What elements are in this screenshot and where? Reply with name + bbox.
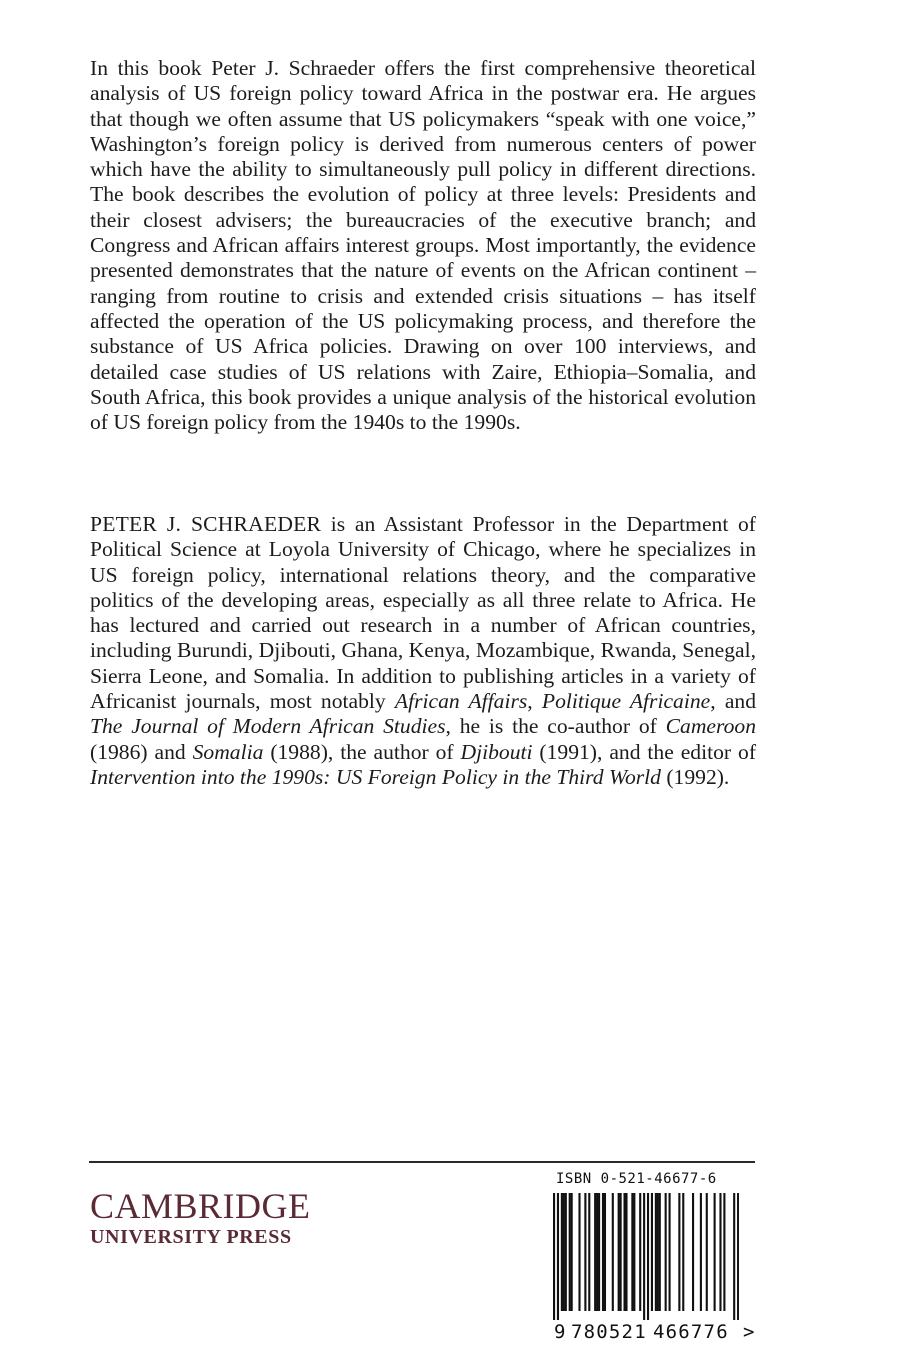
isbn-label: ISBN 0-521-46677-6 (556, 1171, 717, 1187)
bio-text: (1988), the author of (263, 739, 461, 764)
barcode-bar (594, 1193, 596, 1311)
barcode-bar (553, 1193, 555, 1320)
barcode-digits-left: 780521 (571, 1321, 647, 1343)
barcode-bar (565, 1193, 567, 1311)
divider-rule (89, 1161, 755, 1163)
barcode-bar (639, 1193, 641, 1311)
barcode-digits (554, 1321, 759, 1345)
bio-text: (1986) and (90, 739, 193, 764)
barcode-bar (682, 1193, 684, 1311)
barcode-bar (623, 1193, 625, 1311)
barcode-bar (563, 1193, 565, 1311)
barcode-bar (633, 1193, 635, 1311)
barcode-bar (659, 1193, 661, 1311)
book-title: Somalia (192, 739, 264, 764)
barcode-bar (669, 1193, 671, 1311)
barcode-bar (714, 1193, 716, 1311)
barcode-digit-first: 9 (554, 1321, 566, 1343)
barcode-bar (657, 1193, 659, 1311)
barcode (553, 1193, 739, 1320)
bio-text: , he is the co-author of (445, 714, 666, 739)
barcode-bar (700, 1193, 702, 1311)
bio-text: , (527, 689, 542, 714)
bio-intro: is an Assistant Professor in the Department of Political Science at Loyola University of Chicago, where he specializes in US foreign policy, international relations theory, and the comparative politics of the developing areas, especially as all three relate to Africa. He has lectured and carried out research in a number of African countries, including Burundi, Djibouti, Ghana, Kenya, Mozambique, Rwanda, Senegal, Sierra Leone, and Somalia. In addition to publishing articles in a variety of Africanist journals, most notably (90, 512, 756, 714)
book-title: Djibouti (460, 739, 533, 764)
barcode-arrow: > (743, 1321, 755, 1343)
publisher-name: CAMBRIDGE (90, 1186, 311, 1226)
barcode-bar (604, 1193, 606, 1311)
book-title: Intervention into the 1990s: US Foreign Policy in the Third World (90, 764, 661, 789)
journal-title: The Journal of Modern African Studies (90, 714, 446, 739)
bio-text: , and (710, 689, 757, 714)
author-bio (90, 512, 756, 790)
barcode-bar (578, 1193, 580, 1311)
barcode-bar (651, 1193, 653, 1311)
barcode-bar (588, 1193, 590, 1311)
barcode-bar (557, 1193, 559, 1320)
barcode-bar (631, 1193, 633, 1311)
barcode-graphic (553, 1193, 739, 1320)
barcode-bar (598, 1193, 600, 1311)
barcode-bar (719, 1193, 721, 1311)
publisher-subname: UNIVERSITY PRESS (90, 1226, 292, 1248)
barcode-bar (647, 1193, 649, 1320)
barcode-bar (643, 1193, 645, 1320)
barcode-bar (602, 1193, 604, 1311)
barcode-bar (561, 1193, 563, 1311)
barcode-bar (620, 1193, 622, 1311)
blurb-paragraph: In this book Peter J. Schraeder offers the first comprehensive theoretical analysis of US foreign policy toward Africa in the postwar era. He argues that though we often assume that US policymakers “speak with one voice,” Washington’s foreign policy is derived from numerous centers of power which have the ability to simultaneously pull policy in different directions. The book describes the evolution of policy at three levels: Presidents and their closest advisers; the bureaucracies of the executive branch; and Congress and African affairs interest groups. Most importantly, the evidence presented demonstrates that the nature of events on the African continent – ranging from routine to crisis and extended crisis situations – has itself affected the operation of the US policymaking process, and therefore the substance of US Africa policies. Drawing on over 100 interviews, and detailed case studies of US relations with Zaire, Ethiopia–Somalia, and South Africa, this book provides a unique analysis of the historical evolution of US foreign policy from the 1940s to the 1990s. (90, 56, 756, 435)
barcode-bar (733, 1193, 735, 1320)
journal-title: Politique Africaine (541, 689, 711, 714)
barcode-bar (612, 1193, 614, 1311)
barcode-bar (584, 1193, 586, 1311)
barcode-bar (678, 1193, 680, 1311)
bio-text: (1991), and the editor of (532, 739, 757, 764)
barcode-bar (618, 1193, 620, 1311)
book-title: Cameroon (665, 714, 756, 739)
barcode-digits-right: 466776 (653, 1321, 729, 1343)
publisher-logo (90, 1187, 311, 1249)
barcode-bar (737, 1193, 739, 1320)
barcode-bar (723, 1193, 725, 1311)
journal-title: African Affairs (394, 689, 528, 714)
barcode-bar (706, 1193, 708, 1311)
barcode-bar (625, 1193, 627, 1311)
barcode-bar (655, 1193, 657, 1311)
barcode-bar (571, 1193, 573, 1311)
barcode-bar (692, 1193, 694, 1311)
barcode-bar (665, 1193, 667, 1311)
barcode-bar (596, 1193, 598, 1311)
bio-text: (1992). (660, 764, 730, 789)
barcode-bar (569, 1193, 571, 1311)
author-name: PETER J. SCHRAEDER (90, 512, 322, 536)
